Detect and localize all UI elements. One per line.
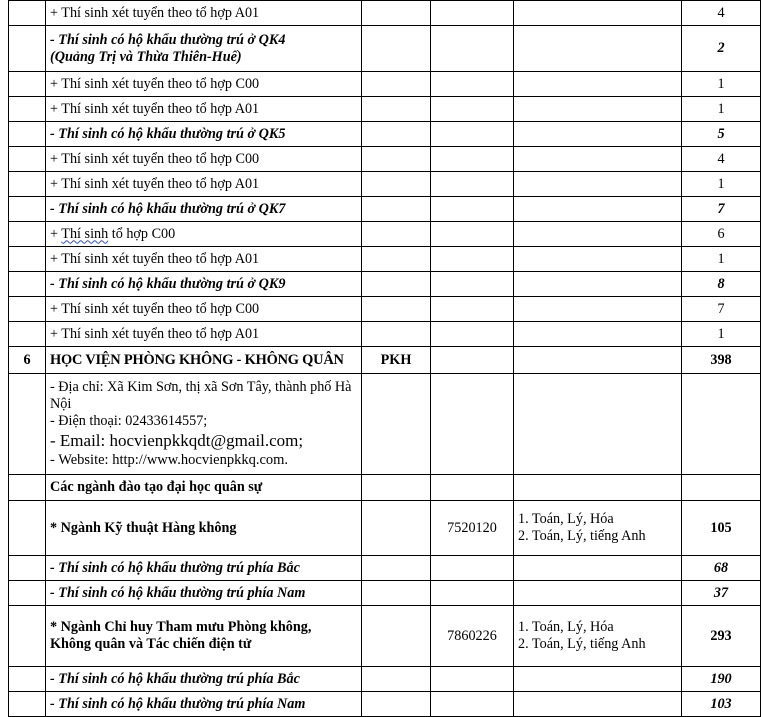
candidate-group-cell: [46, 122, 362, 147]
major-code-cell: [431, 197, 514, 222]
subject-combination-cell: [514, 122, 682, 147]
school-code-cell: [362, 172, 431, 197]
table-row: [9, 581, 761, 606]
major-name-cell: [46, 606, 362, 667]
section-heading-cell: [46, 475, 362, 501]
major-code-cell: [431, 272, 514, 297]
major-code-cell: [431, 297, 514, 322]
subject-combination-cell: [514, 475, 682, 501]
subject-combination-cell: [514, 556, 682, 581]
school-code-cell: [362, 1, 431, 26]
school-code-cell: [362, 122, 431, 147]
row-number-cell: [9, 475, 46, 501]
school-code-cell: [362, 297, 431, 322]
table-row: [9, 26, 761, 72]
major-code-cell: [431, 322, 514, 347]
candidate-group-cell: [46, 26, 362, 72]
school-code-cell: [362, 606, 431, 667]
candidate-group-label: + Thí sinh xét tuyển theo tổ hợp C00: [50, 150, 260, 167]
row-number-cell: [9, 247, 46, 272]
table-row: [9, 122, 761, 147]
row-number-cell: [9, 556, 46, 581]
major-code-cell: [431, 667, 514, 692]
candidate-group-cell: [46, 172, 362, 197]
subject-combination-cell: [514, 692, 682, 717]
contact-line: - Địa chỉ: Xã Kim Sơn, thị xã Sơn Tây, thành phố Hà Nội: [50, 379, 352, 413]
quota-cell: 8: [682, 272, 761, 297]
table-row: [9, 374, 761, 475]
row-number-cell: [9, 197, 46, 222]
candidate-group-label: + Thí sinh xét tuyển theo tổ hợp A01: [50, 100, 260, 117]
school-code-cell: [362, 97, 431, 122]
candidate-group-label-line2: (Quảng Trị và Thừa Thiên-Huế): [50, 48, 242, 65]
quota-cell: 5: [682, 122, 761, 147]
subject-combination-cell: [514, 197, 682, 222]
quota-cell: 103: [682, 692, 761, 717]
table-row: [9, 197, 761, 222]
major-name: * Ngành Kỹ thuật Hàng không: [50, 519, 237, 536]
quota-cell: [682, 374, 761, 475]
school-code-cell: [362, 692, 431, 717]
candidate-group-label: + Thí sinh xét tuyển theo tổ hợp C00: [50, 75, 260, 92]
table-row: [9, 297, 761, 322]
major-code-cell: [431, 475, 514, 501]
subject-combination-line: 2. Toán, Lý, tiếng Anh: [518, 528, 646, 544]
quota-cell: 1: [682, 172, 761, 197]
row-number-cell: [9, 692, 46, 717]
school-code-cell: PKH: [362, 347, 431, 374]
contact-line: - Email: hocvienpkkqdt@gmail.com;: [50, 430, 304, 450]
row-number-cell: [9, 172, 46, 197]
candidate-group-label: + Thí sinh xét tuyển theo tổ hợp A01: [50, 325, 260, 342]
major-name: * Ngành Chỉ huy Tham mưu Phòng không,: [50, 619, 312, 636]
subject-combination-cell: [514, 347, 682, 374]
quota-cell: 4: [682, 1, 761, 26]
subject-combination-cell: [514, 667, 682, 692]
quota-cell: 2: [682, 26, 761, 72]
institution-title: HỌC VIỆN PHÒNG KHÔNG - KHÔNG QUÂN: [50, 351, 344, 368]
quota-cell: 4: [682, 147, 761, 172]
quota-cell: [682, 475, 761, 501]
subject-combination-cell: [514, 26, 682, 72]
candidate-group-label: - Thí sinh có hộ khẩu thường trú ở QK5: [50, 125, 286, 142]
subject-combination-line: 1. Toán, Lý, Hóa: [518, 619, 614, 636]
school-code-cell: [362, 322, 431, 347]
table-body: [9, 1, 761, 717]
subject-combination-cell: [514, 1, 682, 26]
major-code-cell: [431, 1, 514, 26]
major-code-cell: [431, 556, 514, 581]
row-number-cell: [9, 1, 46, 26]
subject-combination-line: 1. Toán, Lý, Hóa: [518, 511, 614, 528]
quota-cell: 1: [682, 322, 761, 347]
major-code-cell: [431, 122, 514, 147]
subject-combination-cell: [514, 297, 682, 322]
table-row: [9, 606, 761, 667]
subject-combination-cell: [514, 222, 682, 247]
subject-combination-cell: [514, 147, 682, 172]
quota-cell: 190: [682, 667, 761, 692]
candidate-group-label: - Thí sinh có hộ khẩu thường trú ở QK9: [50, 275, 286, 292]
subject-combination-cell: [514, 272, 682, 297]
major-name-cell: [46, 501, 362, 556]
row-number-cell: [9, 26, 46, 72]
candidate-group-cell: [46, 297, 362, 322]
candidate-group-label: + Thí sinh xét tuyển theo tổ hợp A01: [50, 175, 260, 192]
school-code-cell: [362, 72, 431, 97]
table-row: [9, 222, 761, 247]
candidate-group-label: - Thí sinh có hộ khẩu thường trú phía Nam: [50, 695, 306, 712]
school-code-cell: [362, 26, 431, 72]
subject-combination-cell: [514, 606, 682, 667]
candidate-group-cell: [46, 197, 362, 222]
candidate-group-cell: [46, 581, 362, 606]
quota-cell: 1: [682, 97, 761, 122]
row-number-cell: [9, 222, 46, 247]
candidate-group-label: - Thí sinh có hộ khẩu thường trú ở QK4: [50, 31, 286, 48]
quota-cell: 105: [682, 501, 761, 556]
major-code-cell: [431, 374, 514, 475]
row-number-cell: [9, 297, 46, 322]
school-code-cell: [362, 197, 431, 222]
major-code-cell: 7520120: [431, 501, 514, 556]
major-code-cell: [431, 581, 514, 606]
row-number-cell: [9, 122, 46, 147]
candidate-group-label: + Thí sinh xét tuyển theo tổ hợp C00: [50, 300, 260, 317]
candidate-group-label: + Thí sinh xét tuyển theo tổ hợp A01: [50, 250, 260, 267]
row-number-cell: [9, 606, 46, 667]
major-code-cell: [431, 72, 514, 97]
school-code-cell: [362, 374, 431, 475]
candidate-group-cell: [46, 72, 362, 97]
quota-cell: 1: [682, 247, 761, 272]
subject-combination-cell: [514, 247, 682, 272]
table-row: [9, 667, 761, 692]
table-row: [9, 72, 761, 97]
row-number-cell: [9, 581, 46, 606]
quota-cell: 37: [682, 581, 761, 606]
candidate-group-label: - Thí sinh có hộ khẩu thường trú ở QK7: [50, 200, 286, 217]
candidate-group-label: - Thí sinh có hộ khẩu thường trú phía Bắc: [50, 559, 300, 576]
major-code-cell: [431, 172, 514, 197]
table-row: [9, 97, 761, 122]
major-code-cell: [431, 222, 514, 247]
label-prefix: +: [50, 225, 62, 242]
candidate-group-label: + Thí sinh xét tuyển theo tổ hợp A01: [50, 4, 260, 21]
school-code-cell: [362, 501, 431, 556]
institution-name-cell: [46, 347, 362, 374]
school-code-cell: [362, 147, 431, 172]
school-code-cell: [362, 667, 431, 692]
subject-combination-cell: [514, 97, 682, 122]
institution-contact-cell: [46, 374, 362, 475]
row-number-cell: 6: [9, 347, 46, 374]
candidate-group-label: - Thí sinh có hộ khẩu thường trú phía Nam: [50, 584, 306, 601]
row-number-cell: [9, 272, 46, 297]
label-suffix: tổ hợp C00: [108, 225, 176, 242]
candidate-group-cell: [46, 272, 362, 297]
candidate-group-cell: [46, 556, 362, 581]
subject-combination-line: 2. Toán, Lý, tiếng Anh: [518, 636, 646, 652]
subject-combination-cell: [514, 374, 682, 475]
major-name-line2: Không quân và Tác chiến điện tử: [50, 636, 252, 652]
table-row: [9, 272, 761, 297]
row-number-cell: [9, 97, 46, 122]
major-code-cell: [431, 692, 514, 717]
school-code-cell: [362, 475, 431, 501]
subject-combination-cell: [514, 72, 682, 97]
table-row: [9, 692, 761, 717]
candidate-group-cell: [46, 222, 362, 247]
table-row: [9, 501, 761, 556]
spellcheck-flagged-text: Thí sinh: [61, 225, 109, 242]
quota-cell: 6: [682, 222, 761, 247]
quota-cell: 7: [682, 297, 761, 322]
row-number-cell: [9, 501, 46, 556]
row-number-cell: [9, 374, 46, 475]
candidate-group-label: - Thí sinh có hộ khẩu thường trú phía Bắc: [50, 670, 300, 687]
school-code-cell: [362, 556, 431, 581]
major-code-cell: 7860226: [431, 606, 514, 667]
major-code-cell: [431, 247, 514, 272]
candidate-group-cell: [46, 97, 362, 122]
quota-cell: 398: [682, 347, 761, 374]
subject-combination-cell: [514, 581, 682, 606]
table-row: [9, 147, 761, 172]
table-row: [9, 172, 761, 197]
candidate-group-cell: [46, 692, 362, 717]
school-code-cell: [362, 247, 431, 272]
row-number-cell: [9, 147, 46, 172]
table-row: [9, 247, 761, 272]
contact-line: - Điện thoại: 02433614557;: [50, 412, 208, 429]
section-heading: Các ngành đào tạo đại học quân sự: [50, 479, 263, 496]
quota-cell: 68: [682, 556, 761, 581]
table-row: [9, 556, 761, 581]
school-code-cell: [362, 222, 431, 247]
table-row: [9, 322, 761, 347]
admission-quota-table: [8, 0, 761, 717]
major-code-cell: [431, 26, 514, 72]
quota-cell: 7: [682, 197, 761, 222]
table-row: [9, 475, 761, 501]
quota-cell: 1: [682, 72, 761, 97]
row-number-cell: [9, 667, 46, 692]
subject-combination-cell: [514, 322, 682, 347]
candidate-group-cell: [46, 1, 362, 26]
candidate-group-cell: [46, 247, 362, 272]
school-code-cell: [362, 581, 431, 606]
table-row: [9, 1, 761, 26]
school-code-cell: [362, 272, 431, 297]
major-code-cell: [431, 147, 514, 172]
candidate-group-cell: [46, 322, 362, 347]
row-number-cell: [9, 72, 46, 97]
row-number-cell: [9, 322, 46, 347]
quota-cell: 293: [682, 606, 761, 667]
contact-line: - Website: http://www.hocvienpkkq.com.: [50, 451, 289, 468]
subject-combination-cell: [514, 172, 682, 197]
candidate-group-cell: [46, 667, 362, 692]
subject-combination-cell: [514, 501, 682, 556]
major-code-cell: [431, 97, 514, 122]
major-code-cell: [431, 347, 514, 374]
candidate-group-cell: [46, 147, 362, 172]
table-row: [9, 347, 761, 374]
